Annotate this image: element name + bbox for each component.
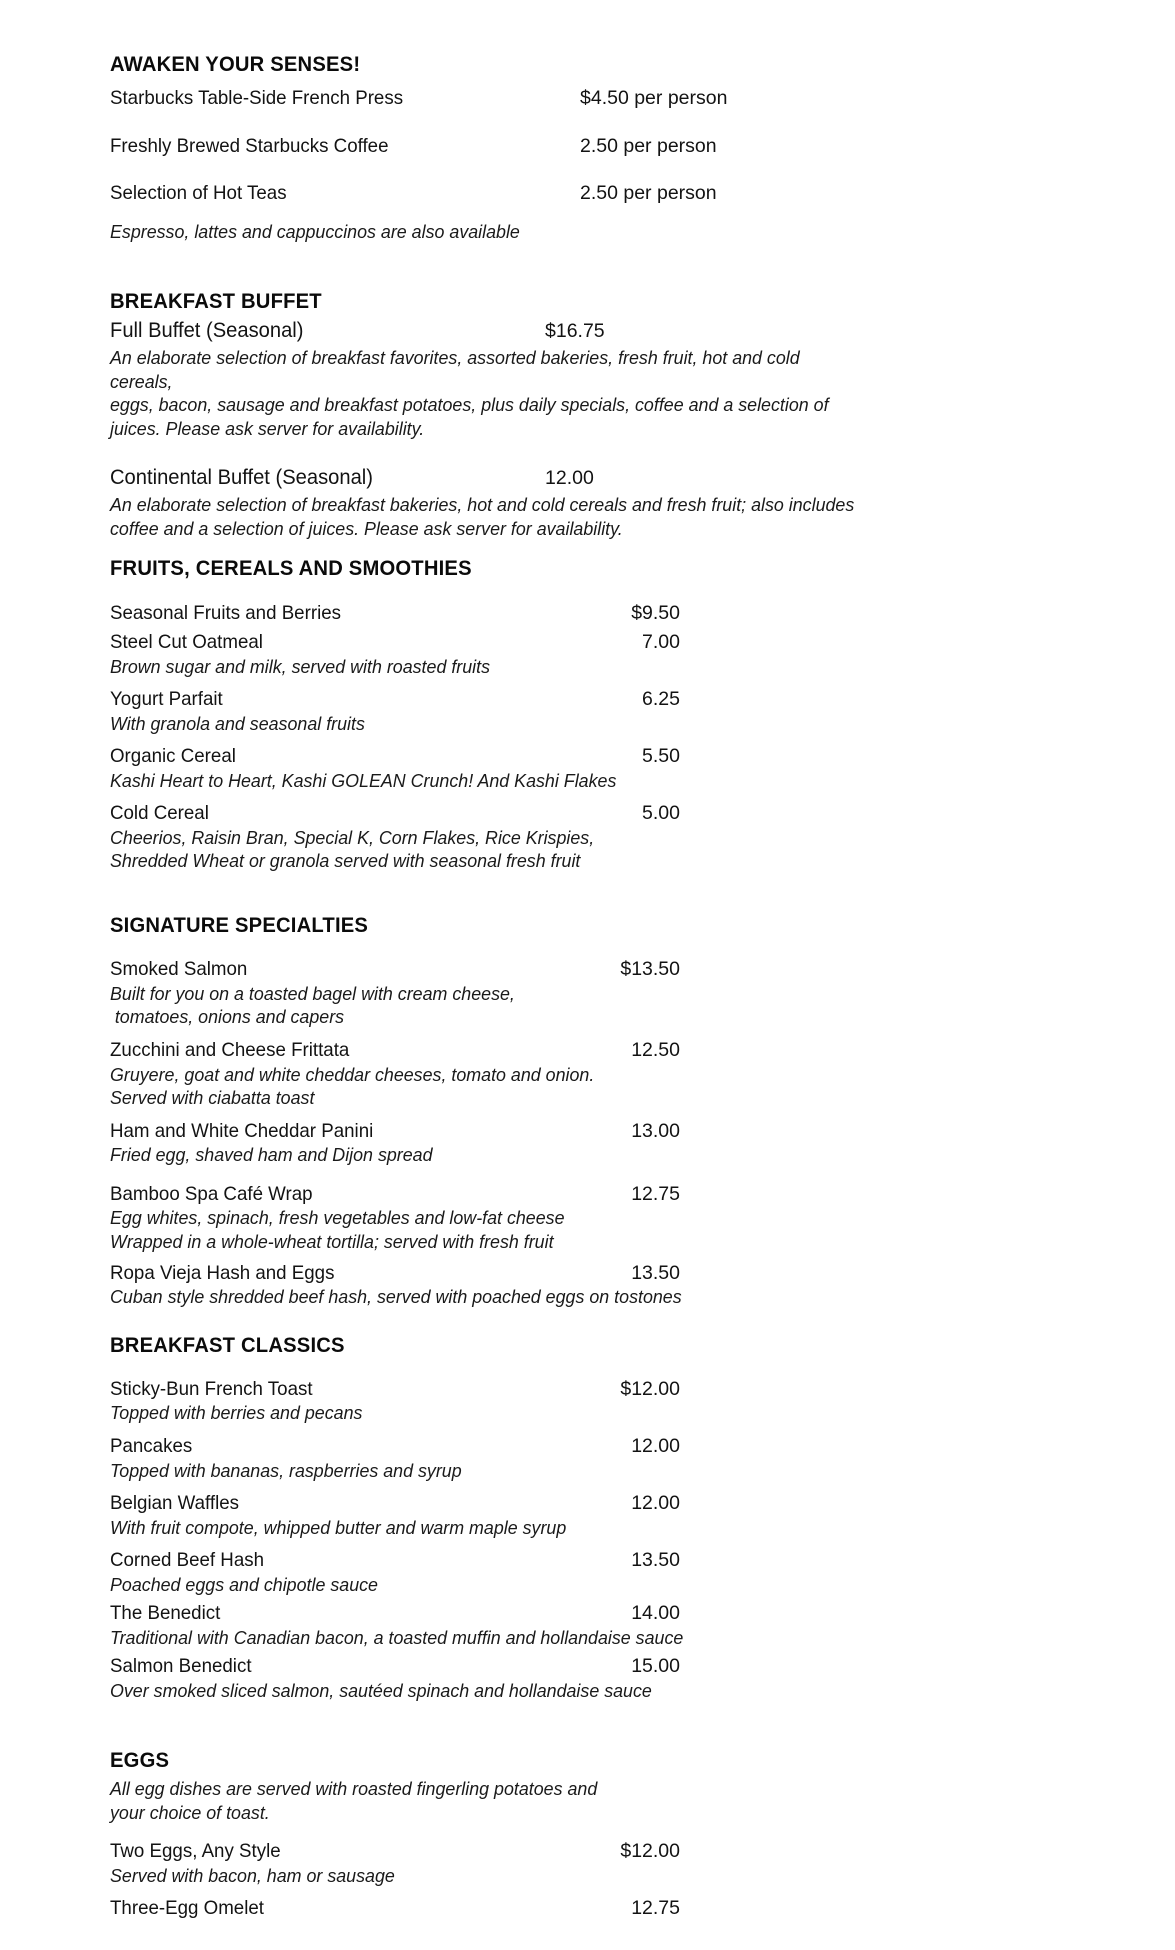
- section-heading-eggs: EGGS: [110, 1748, 170, 1773]
- menu-item-name: Cold Cereal: [110, 802, 209, 825]
- menu-item-description: juices. Please ask server for availability.: [110, 417, 425, 439]
- menu-row: [110, 1183, 680, 1206]
- menu-item-description: An elaborate selection of breakfast favorites, assorted bakeries, fresh fruit, hot and cold cereals,: [110, 346, 800, 392]
- menu-item-description: Wrapped in a whole-wheat tortilla; served with fresh fruit: [110, 1231, 554, 1252]
- menu-item-description: Shredded Wheat or granola served with seasonal fresh fruit: [110, 850, 581, 872]
- menu-item-description: Topped with berries and pecans: [110, 1402, 363, 1424]
- menu-item-name: Salmon Benedict: [110, 1655, 252, 1678]
- menu-item-name: Corned Beef Hash: [110, 1549, 265, 1572]
- menu-row: [110, 1435, 680, 1458]
- menu-row: [110, 1897, 680, 1920]
- menu-item-name: Starbucks Table-Side French Press: [110, 87, 404, 110]
- section-heading-fruits-cereals-smoothies: FRUITS, CEREALS AND SMOOTHIES: [110, 556, 472, 581]
- menu-row: [110, 135, 810, 158]
- menu-item-description: Fried egg, shaved ham and Dijon spread: [110, 1144, 433, 1166]
- menu-item-price: 12.00: [631, 1492, 680, 1515]
- menu-item-name: Steel Cut Oatmeal: [110, 631, 263, 654]
- menu-item-description: Poached eggs and chipotle sauce: [110, 1573, 378, 1595]
- menu-item-price: 13.50: [631, 1549, 680, 1572]
- menu-row: [110, 631, 680, 654]
- menu-item-price: 14.00: [631, 1602, 680, 1625]
- menu-item-description: coffee and a selection of juices. Please ask server for availability.: [110, 517, 623, 539]
- menu-item-description: Traditional with Canadian bacon, a toasted muffin and hollandaise sauce: [110, 1626, 684, 1648]
- menu-item-description: With fruit compote, whipped butter and warm maple syrup: [110, 1516, 567, 1538]
- menu-item-description: With granola and seasonal fruits: [110, 712, 365, 734]
- menu-item-name: Freshly Brewed Starbucks Coffee: [110, 134, 389, 157]
- section-intro-eggs: your choice of toast.: [110, 1801, 270, 1823]
- menu-content: [110, 52, 855, 1921]
- menu-item-name: Two Eggs, Any Style: [110, 1840, 281, 1863]
- menu-item-price: $13.50: [620, 958, 680, 981]
- menu-item-name: Zucchini and Cheese Frittata: [110, 1039, 350, 1062]
- menu-item-description: Cuban style shredded beef hash, served with poached eggs on tostones: [110, 1286, 682, 1308]
- menu-row: [110, 1039, 680, 1062]
- menu-item-name: Full Buffet (Seasonal): [110, 318, 304, 342]
- menu-item-description: Over smoked sliced salmon, sautéed spinach and hollandaise sauce: [110, 1679, 652, 1701]
- menu-row: [110, 1840, 680, 1863]
- menu-item-price: 12.75: [631, 1897, 680, 1920]
- menu-item-price: 13.00: [631, 1119, 680, 1142]
- section-intro-eggs: All egg dishes are served with roasted fingerling potatoes and: [110, 1777, 598, 1799]
- menu-item-description: eggs, bacon, sausage and breakfast potatoes, plus daily specials, coffee and a selection of: [110, 394, 829, 416]
- menu-item-price: $16.75: [545, 319, 605, 342]
- menu-row: [110, 745, 680, 768]
- menu-item-price: $4.50 per person: [580, 87, 728, 110]
- menu-item-price: 2.50 per person: [580, 182, 717, 205]
- menu-row: [110, 87, 810, 110]
- menu-item-name: Belgian Waffles: [110, 1492, 240, 1515]
- menu-row: [110, 465, 655, 490]
- menu-row: [110, 1549, 680, 1572]
- menu-item-name: Ham and White Cheddar Panini: [110, 1119, 374, 1142]
- section-heading-breakfast-classics: BREAKFAST CLASSICS: [110, 1332, 345, 1357]
- menu-item-price: 12.75: [631, 1182, 680, 1205]
- menu-item-description: tomatoes, onions and capers: [114, 1006, 345, 1028]
- menu-row: [110, 318, 655, 343]
- menu-item-name: Continental Buffet (Seasonal): [110, 465, 374, 489]
- menu-item-price: 13.50: [631, 1261, 680, 1284]
- menu-item-price: 12.50: [631, 1039, 680, 1062]
- menu-row: [110, 1602, 680, 1625]
- menu-item-description: Brown sugar and milk, served with roasted fruits: [110, 655, 491, 677]
- menu-item-price: 12.00: [631, 1435, 680, 1458]
- menu-item-name: Selection of Hot Teas: [110, 182, 287, 205]
- menu-item-price: 6.25: [642, 688, 680, 711]
- menu-row: [110, 958, 680, 981]
- section-heading-awaken: AWAKEN YOUR SENSES!: [110, 52, 361, 76]
- menu-row: [110, 602, 680, 625]
- menu-item-description: Egg whites, spinach, fresh vegetables and low-fat cheese: [110, 1207, 565, 1229]
- menu-item-name: Yogurt Parfait: [110, 688, 223, 711]
- menu-row: [110, 802, 680, 825]
- menu-item-name: Sticky-Bun French Toast: [110, 1378, 313, 1401]
- menu-item-description: Cheerios, Raisin Bran, Special K, Corn Flakes, Rice Krispies,: [110, 826, 595, 848]
- menu-item-description: An elaborate selection of breakfast bakeries, hot and cold cereals and fresh fruit; also includes: [110, 494, 855, 516]
- menu-item-description: Kashi Heart to Heart, Kashi GOLEAN Crunch! And Kashi Flakes: [110, 769, 617, 791]
- menu-row: [110, 182, 810, 205]
- section-heading-signature-specialties: SIGNATURE SPECIALTIES: [110, 913, 369, 938]
- menu-item-description: Built for you on a toasted bagel with cream cheese,: [110, 982, 515, 1004]
- menu-item-name: Ropa Vieja Hash and Eggs: [110, 1261, 335, 1284]
- menu-item-description: Topped with bananas, raspberries and syrup: [110, 1459, 462, 1481]
- menu-row: [110, 1120, 680, 1143]
- menu-item-price: 2.50 per person: [580, 134, 717, 157]
- menu-item-name: Pancakes: [110, 1435, 193, 1458]
- menu-item-price: 5.50: [642, 745, 680, 768]
- menu-row: [110, 688, 680, 711]
- menu-item-name: Seasonal Fruits and Berries: [110, 601, 341, 624]
- menu-item-description: Gruyere, goat and white cheddar cheeses, tomato and onion.: [110, 1063, 595, 1085]
- menu-item-price: $12.00: [620, 1378, 680, 1401]
- menu-row: [110, 1655, 680, 1678]
- menu-item-price: $12.00: [620, 1840, 680, 1863]
- menu-item-price: 15.00: [631, 1655, 680, 1678]
- menu-item-description: Served with bacon, ham or sausage: [110, 1864, 395, 1886]
- menu-item-name: Bamboo Spa Café Wrap: [110, 1182, 313, 1205]
- menu-item-price: 12.00: [545, 466, 594, 489]
- menu-row: [110, 1262, 680, 1285]
- menu-item-name: The Benedict: [110, 1602, 221, 1625]
- menu-row: [110, 1378, 680, 1401]
- section-footnote-awaken: Espresso, lattes and cappuccinos are also available: [110, 220, 520, 242]
- menu-item-name: Three-Egg Omelet: [110, 1897, 264, 1920]
- menu-item-name: Organic Cereal: [110, 745, 236, 768]
- menu-item-description: Served with ciabatta toast: [110, 1087, 315, 1109]
- menu-item-name: Smoked Salmon: [110, 958, 248, 981]
- menu-item-price: $9.50: [631, 601, 680, 624]
- menu-item-price: 5.00: [642, 802, 680, 825]
- section-heading-breakfast-buffet: BREAKFAST BUFFET: [110, 289, 322, 314]
- menu-item-price: 7.00: [642, 631, 680, 654]
- menu-row: [110, 1492, 680, 1515]
